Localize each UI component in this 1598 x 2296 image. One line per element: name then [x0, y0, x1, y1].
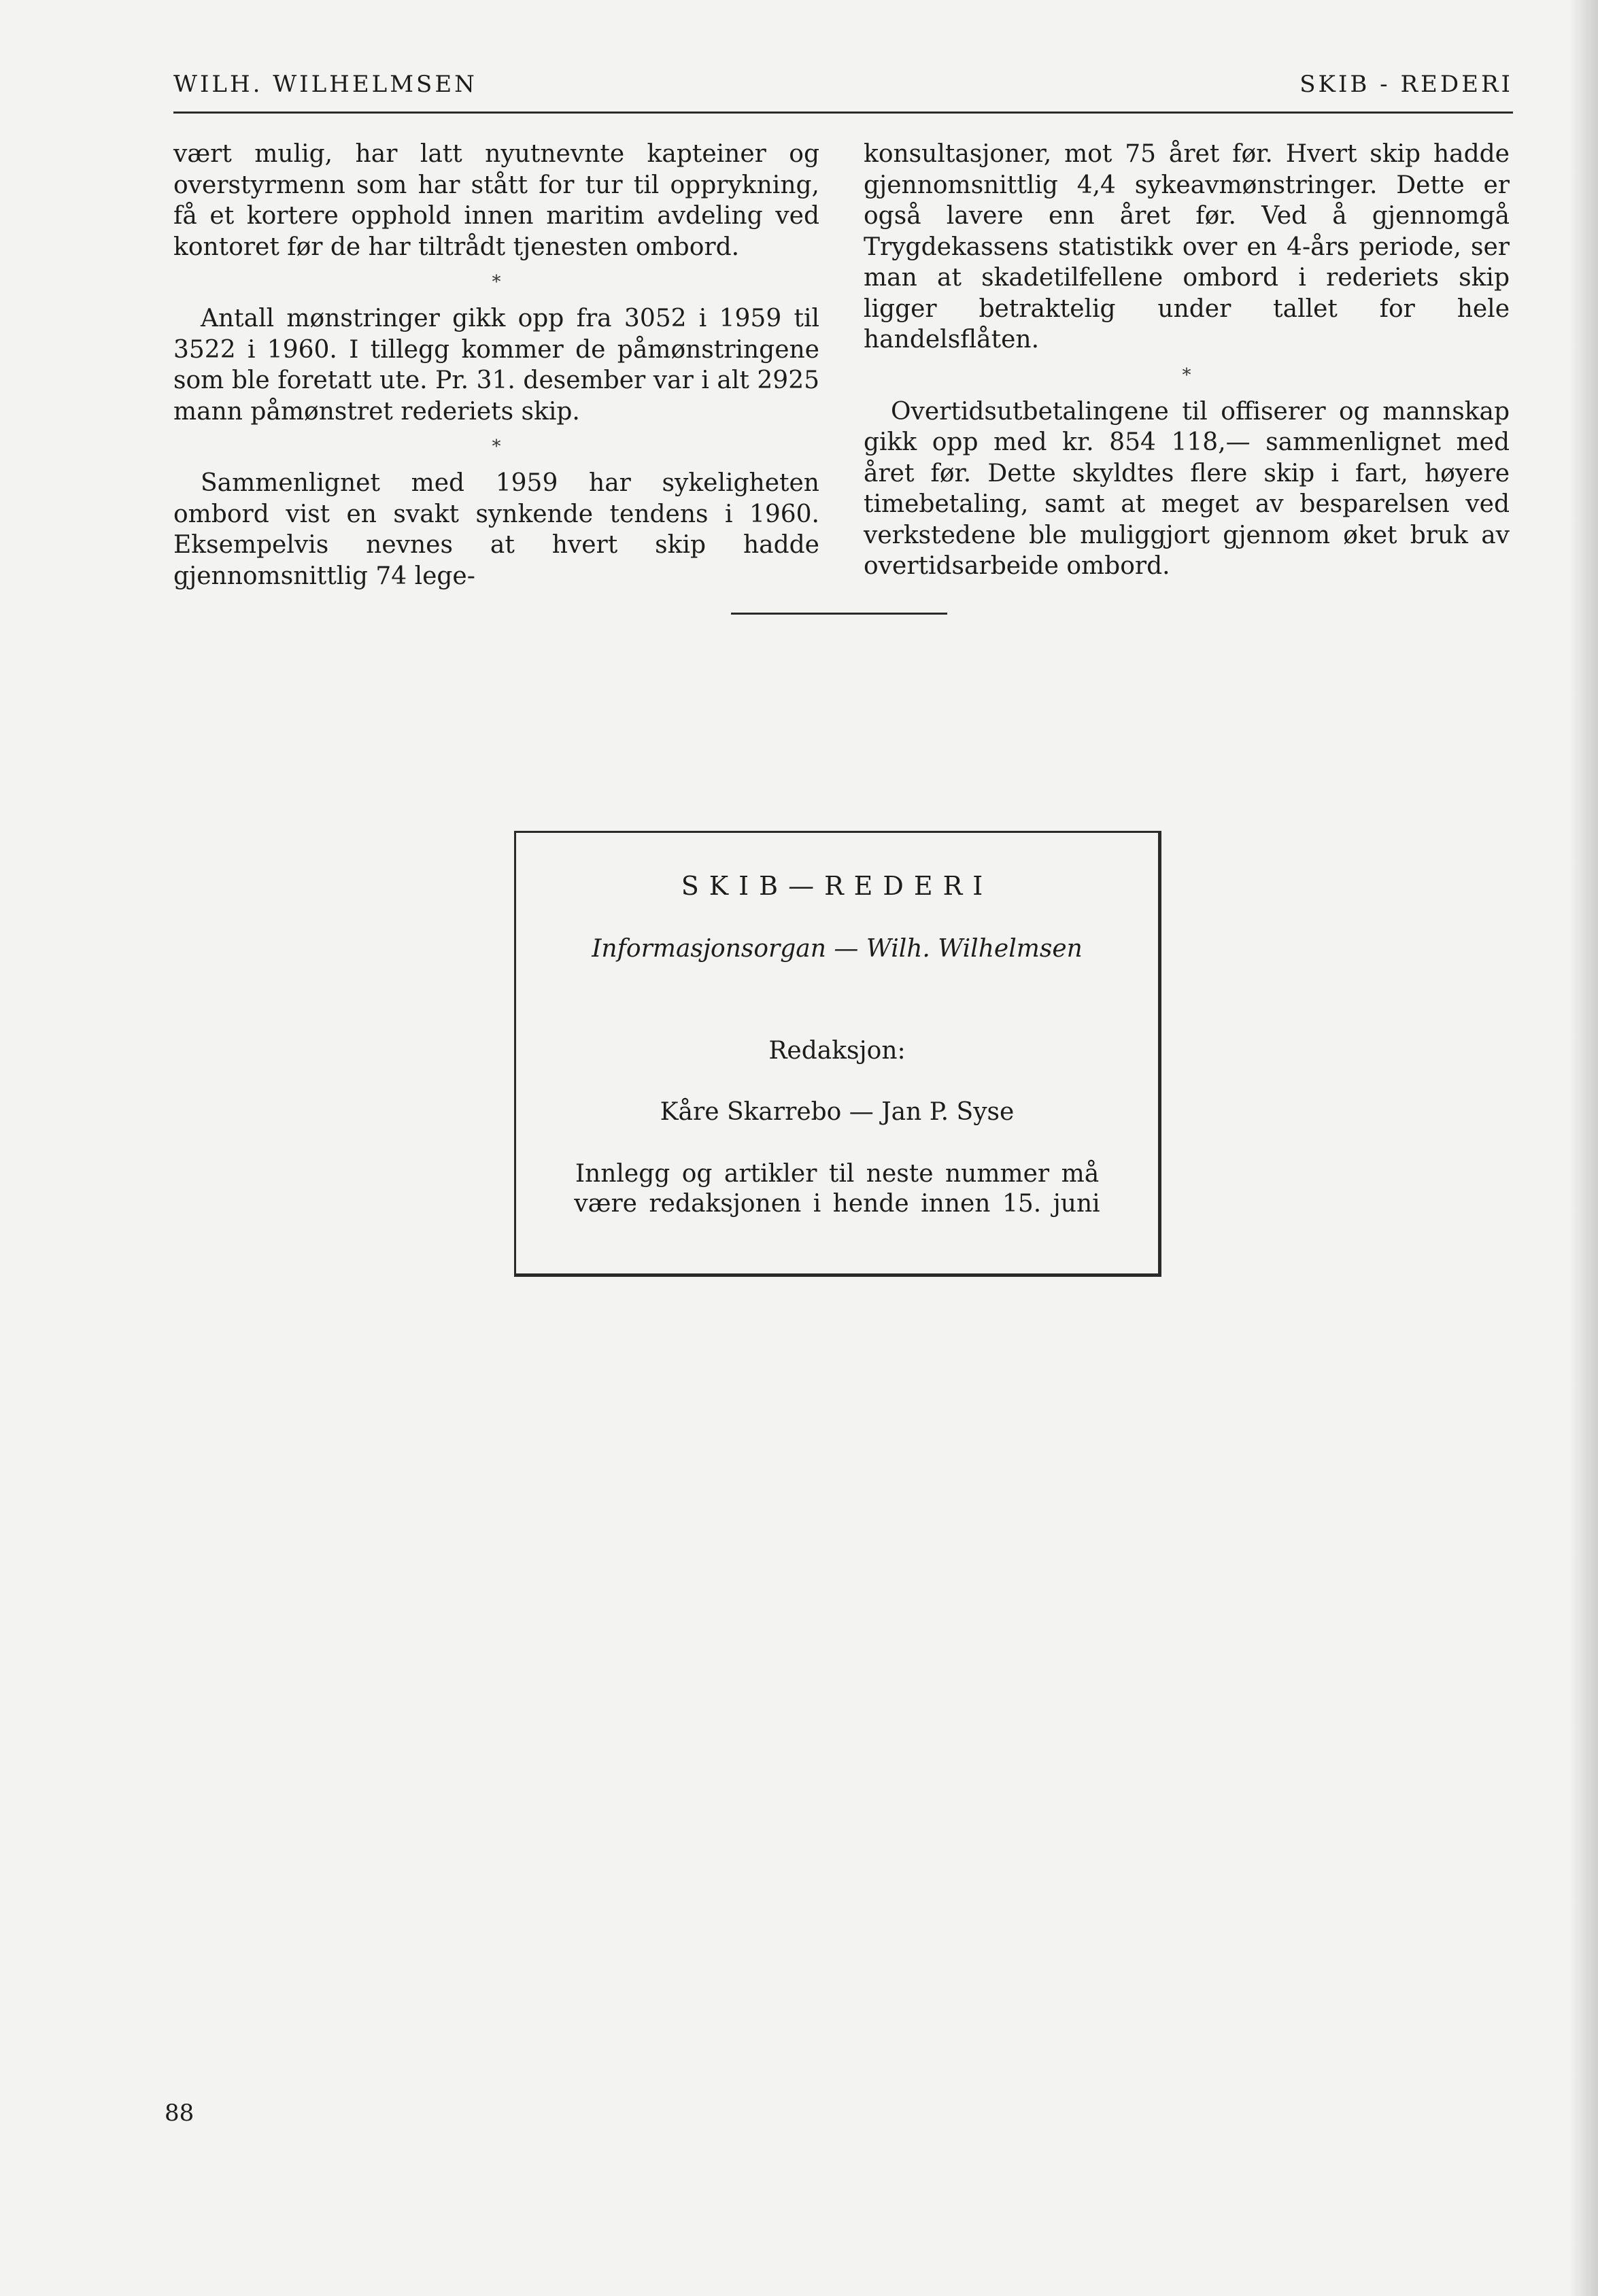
- article-end-rule: [731, 613, 947, 615]
- masthead-title: SKIB—REDERI: [681, 871, 993, 901]
- page-number: 88: [165, 2100, 194, 2127]
- right-column: [864, 139, 1510, 582]
- masthead-deadline-note: [516, 1159, 1158, 1219]
- paragraph-consultations: konsultasjoner, mot 75 året før. Hvert skip hadde gjennomsnittlig 4,4 sykeavmønstringer. Dette er også lavere enn året før. Ved å gjennomgå Trygdekassens statistikk over en 4-års periode, ser man at skadetilfellene ombord i rederiets skip ligger betraktelig under tallet for hele handelsflåten.: [864, 140, 1510, 354]
- section-asterisk: *: [492, 272, 501, 292]
- scan-edge-shadow: [1569, 0, 1598, 2296]
- paragraph-officers: vært mulig, har latt nyutnevnte kapteiner og overstyrmenn som har stått for tur til opprykning, få et kortere opphold innen maritim avdeling ved kontoret før de har tiltrådt tjenesten ombord.: [173, 140, 819, 261]
- running-head-publisher: WILH. WILHELMSEN: [173, 71, 477, 98]
- deadline-note-line: Innlegg og artikler til neste nummer må: [575, 1160, 1100, 1188]
- masthead-editors: Kåre Skarrebo — Jan P. Syse: [660, 1098, 1015, 1126]
- section-asterisk: *: [1182, 364, 1191, 385]
- paragraph-overtime: Overtidsutbetalingene til offiserer og mannskap gikk opp med kr. 854 118,— sammenlignet med året før. Dette skyldtes flere skip i fart, høyere timebetaling, samt at meget av besparelsen ved verkstedene ble muliggjort gjennom øket bruk av overtidsarbeide ombord.: [864, 397, 1510, 580]
- paragraph-sickness: Sammenlignet med 1959 har sykeligheten ombord vist en svakt synkende tendens i 1960. Eksempelvis nevnes at hvert skip hadde gjennomsnittlig 74 lege-: [173, 469, 819, 590]
- running-head: [173, 71, 1513, 112]
- section-asterisk: *: [492, 436, 501, 457]
- running-head-publication: SKIB - REDERI: [1299, 71, 1513, 98]
- masthead-box: [514, 831, 1161, 1277]
- masthead-redaksjon-label: Redaksjon:: [768, 1037, 906, 1065]
- deadline-note-line: være redaksjonen i hende innen 15. juni: [574, 1190, 1100, 1218]
- paragraph-musters: Antall mønstringer gikk opp fra 3052 i 1959 til 3522 i 1960. I tillegg kommer de påmønstringene som ble foretatt ute. Pr. 31. desember var i alt 2925 mann påmønstret rederiets skip.: [173, 305, 819, 426]
- masthead-subtitle: Informasjonsorgan — Wilh. Wilhelmsen: [592, 935, 1083, 963]
- left-column: [173, 139, 819, 592]
- header-rule: [173, 112, 1513, 114]
